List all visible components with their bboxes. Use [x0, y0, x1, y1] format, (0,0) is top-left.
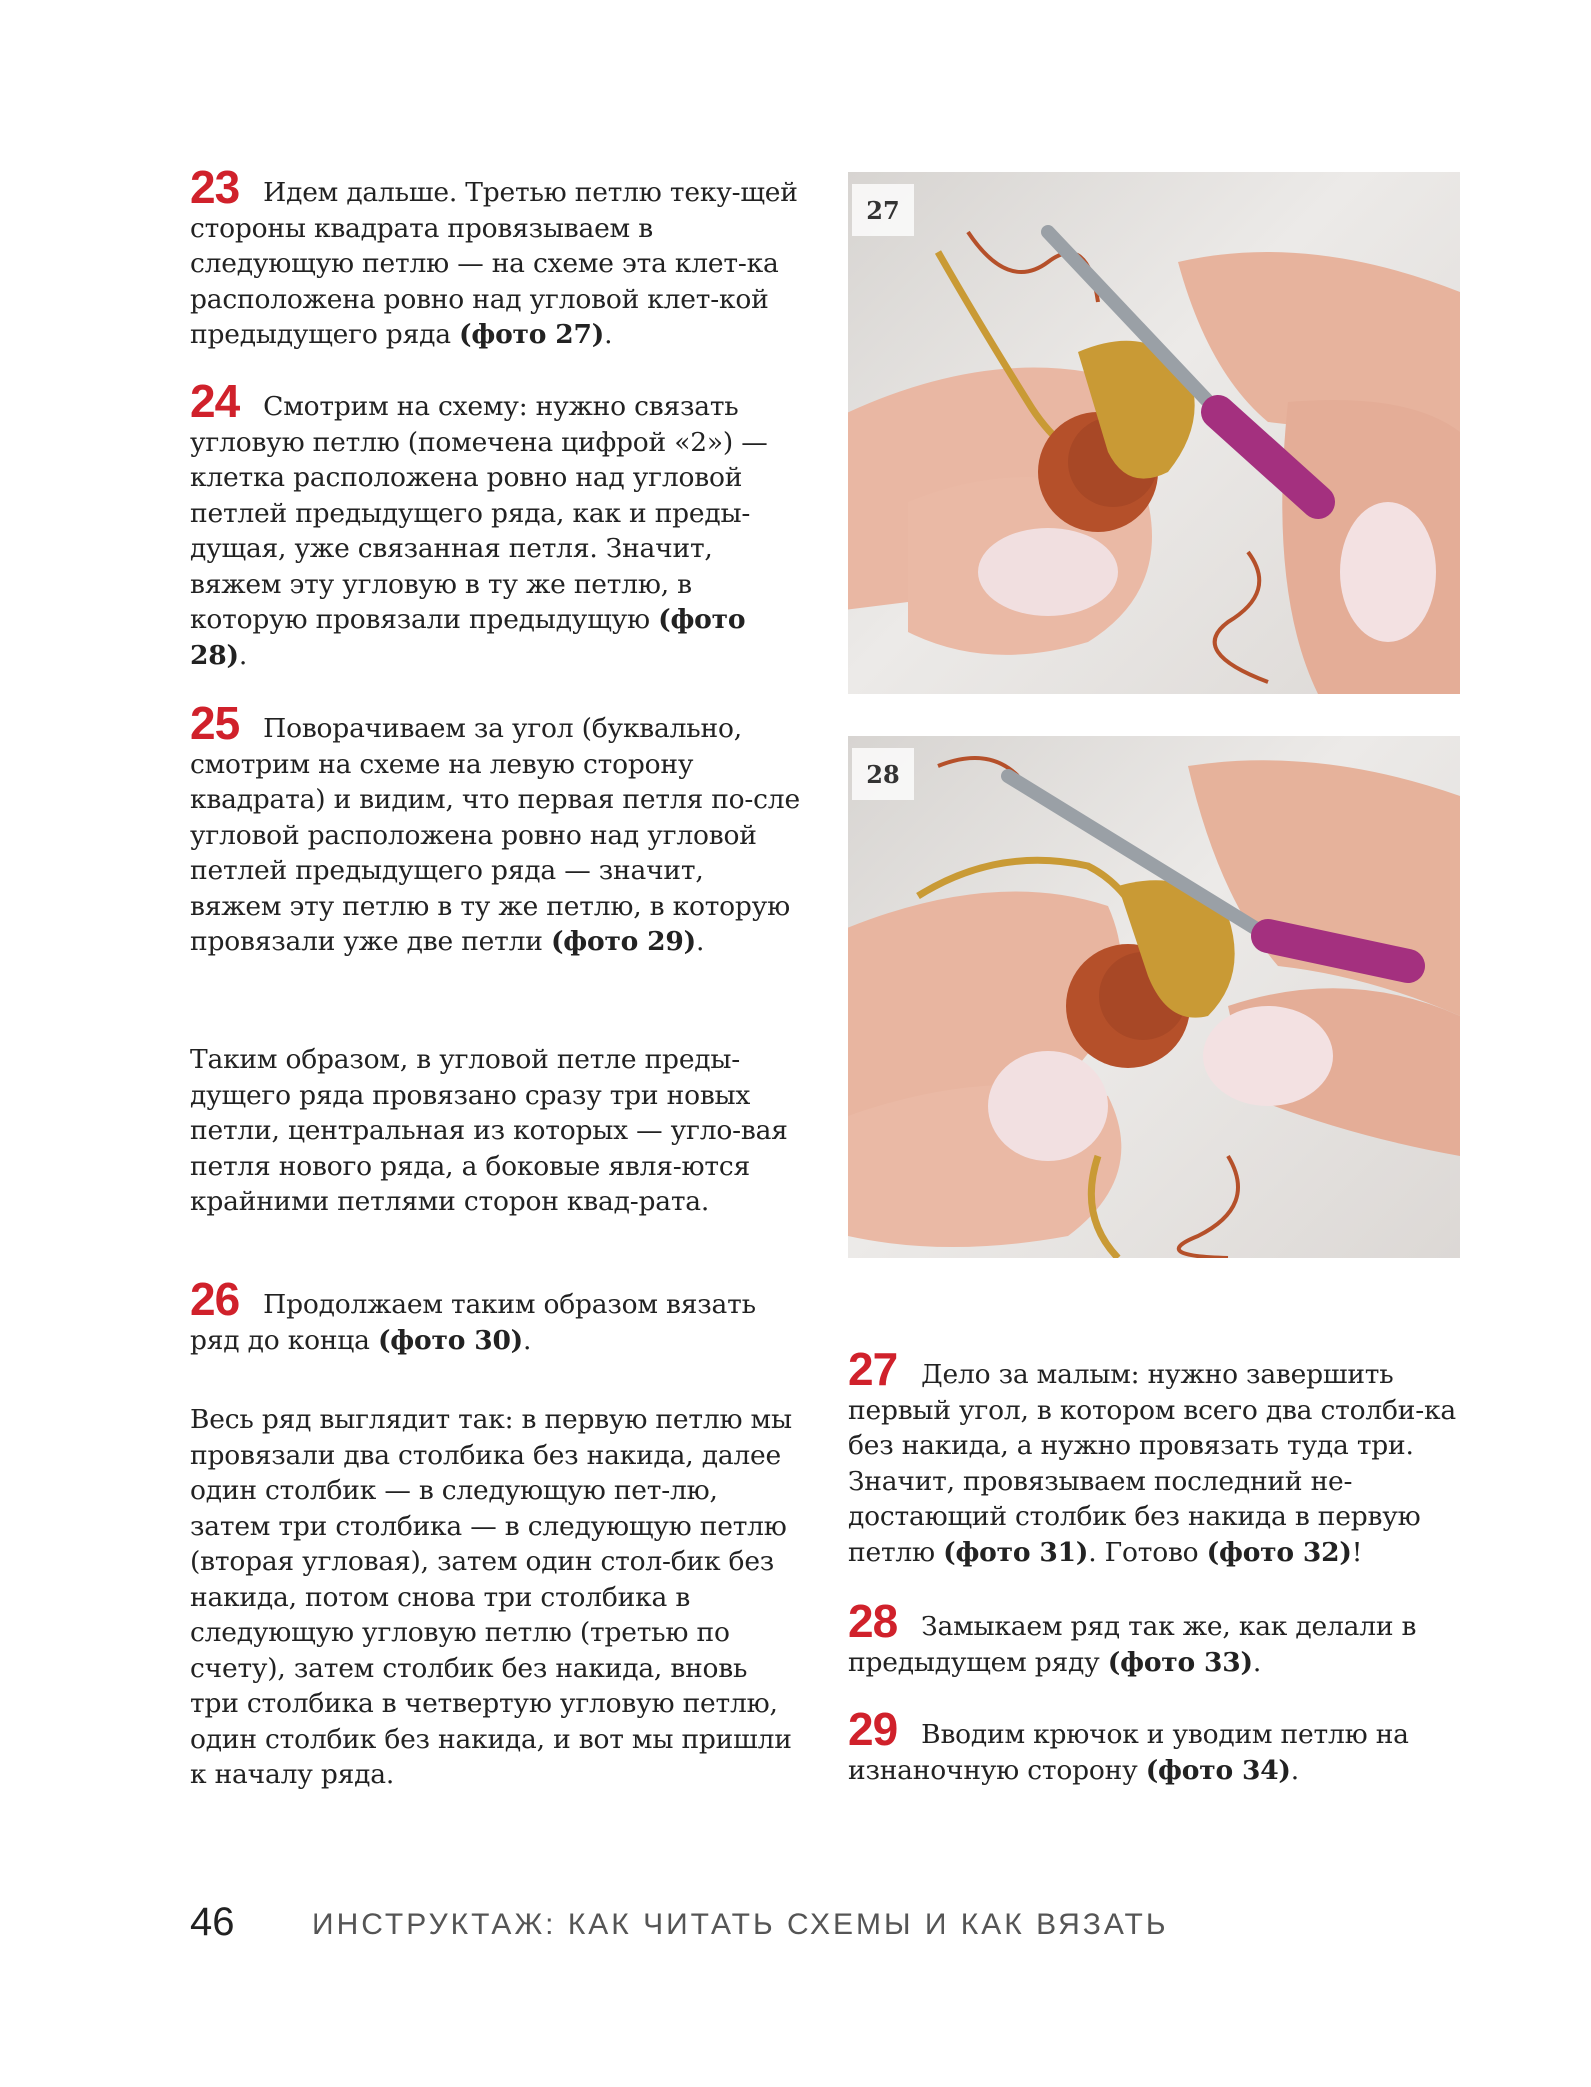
photo-ref: (фото 32): [1206, 1536, 1352, 1568]
step-23-text: 23 Идем дальше. Третью петлю теку-щей стороны квадрата провязываем в следующую петлю — на схеме эта клет-ка расположена ровно над угловой клет-кой предыдущего ряда (фото 27).: [190, 161, 798, 350]
photo-ref: (фото 31): [943, 1536, 1089, 1568]
step-29: [848, 1703, 1460, 1788]
page-number: 46: [190, 1900, 235, 1944]
crochet-photo-illustration: [848, 736, 1460, 1258]
step-number: 27: [848, 1343, 898, 1395]
photo-ref: (фото 30): [377, 1324, 524, 1356]
step-28: [848, 1595, 1460, 1680]
step-number: 25: [190, 697, 240, 749]
step-23: [190, 161, 800, 353]
crochet-photo-illustration: [848, 172, 1460, 694]
photo-number-badge: 28: [852, 748, 914, 800]
step-29-text: 29 Вводим крючок и уводим петлю на изнаночную сторону (фото 34).: [848, 1703, 1409, 1786]
step-27-text: 27 Дело за малым: нужно завершить первый угол, в котором всего два столби-ка без накида, а нужно провязать туда три. Значит, провязываем последний не-достающий столбик без накида в первую петлю (фото 31). Готово (фото 32)!: [848, 1343, 1456, 1568]
running-footer-title: ИНСТРУКТАЖ: КАК ЧИТАТЬ СХЕМЫ И КАК ВЯЗАТЬ: [312, 1908, 1169, 1941]
step-24: [190, 375, 800, 673]
photo-number-badge: 27: [852, 184, 914, 236]
step-number: 29: [848, 1703, 898, 1755]
photo-ref: (фото 33): [1107, 1646, 1253, 1678]
photo-ref: (фото 29): [550, 926, 696, 957]
photo-28: [848, 736, 1460, 1258]
step-25: [190, 697, 800, 960]
step-26-text: 26 Продолжаем таким образом вязать ряд до конца (фото 30).: [190, 1273, 756, 1356]
step-25-text: 25 Поворачиваем за угол (буквально, смотрим на схеме на левую сторону квадрата) и видим, что первая петля по-сле угловой расположена ровно над угловой петлей предыдущего ряда — значит, вяжем эту петлю в ту же петлю, в которую провязали уже две петли (фото 29).: [190, 697, 800, 957]
photo-ref: (фото 27): [459, 319, 605, 350]
row-description-paragraph: Весь ряд выглядит так: в первую петлю мы провязали два столбика без накида, далее один столбик — в следующую пет-лю, затем три столбика — в следующую петлю (вторая угловая), затем один стол-бик без накида, потом снова три столбика в следующую угловую петлю (третью по счету), затем столбик без накида, вновь три столбика в четвертую угловую петлю, один столбик без накида, и вот мы пришли к началу ряда.: [190, 1404, 792, 1790]
step-number: 26: [190, 1273, 240, 1325]
step-26: [190, 1273, 800, 1358]
step-number: 23: [190, 161, 240, 213]
photo-ref: (фото 34): [1145, 1754, 1291, 1786]
step-number: 24: [190, 375, 240, 427]
photo-27: [848, 172, 1460, 694]
step-27: [848, 1343, 1460, 1570]
step-24-text: 24 Смотрим на схему: нужно связать угловую петлю (помечена цифрой «2») — клетка расположена ровно над угловой петлей предыдущего ряда, как и преды-дущая, уже связанная петля. Значит, вяжем эту угловую в ту же петлю, в которую провязали предыдущую (фото 28).: [190, 375, 768, 671]
photo-ref: (фото 28): [190, 604, 746, 671]
step-28-text: 28 Замыкаем ряд так же, как делали в предыдущем ряду (фото 33).: [848, 1595, 1417, 1678]
summary-paragraph: Таким образом, в угловой петле преды-дущего ряда провязано сразу три новых петли, центральная из которых — угло-вая петля нового ряда, а боковые явля-ются крайними петлями сторон квад-рата.: [190, 1044, 788, 1217]
step-number: 28: [848, 1595, 898, 1647]
